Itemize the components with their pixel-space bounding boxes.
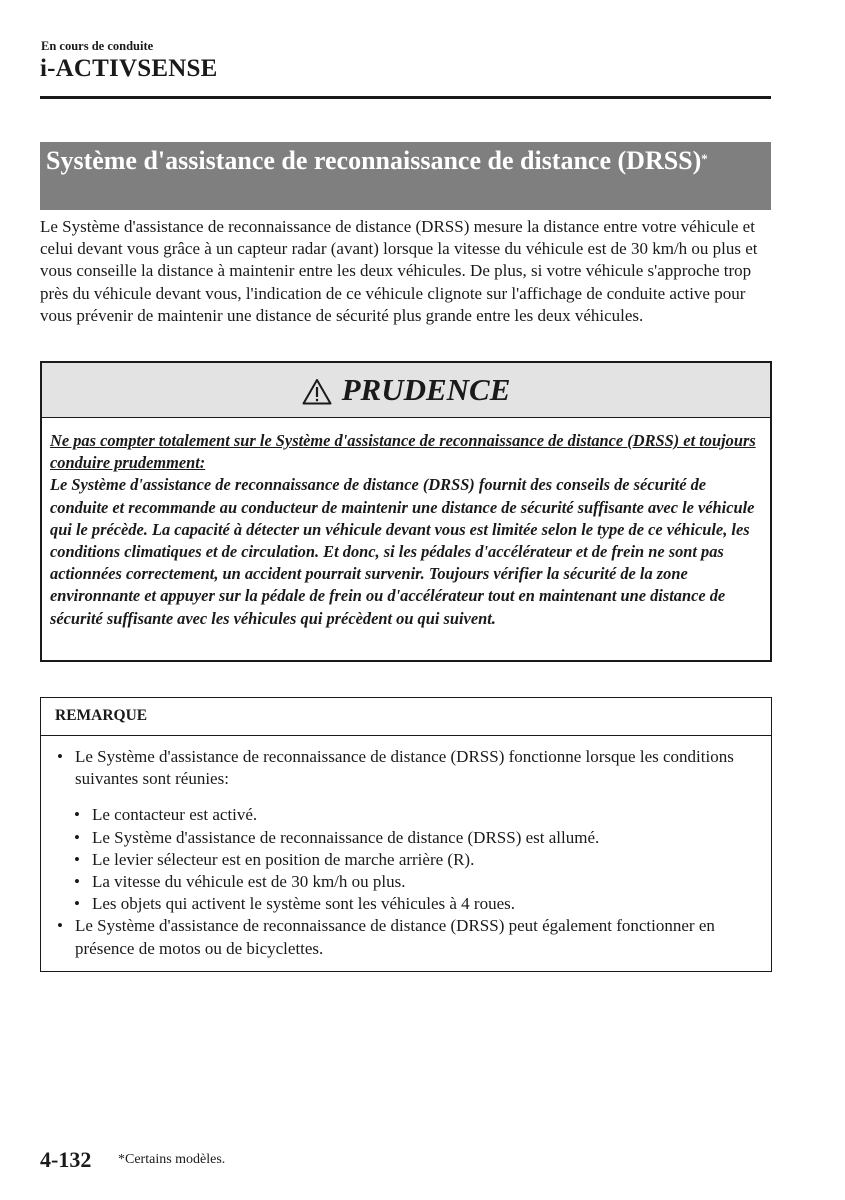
list-item-text: Le Système d'assistance de reconnaissance de distance (DRSS) fonctionne lorsque les conditions suivantes sont réunies: <box>75 747 734 789</box>
chapter-title: i-ACTIVSENSE <box>40 55 218 82</box>
list-item <box>57 915 771 959</box>
prudence-lead: Ne pas compter totalement sur le Système d'assistance de reconnaissance de distance (DRSS) et toujours conduire prudemment: <box>50 431 756 473</box>
warning-triangle-icon <box>302 378 332 405</box>
bullet: • <box>74 894 80 914</box>
prudence-text: Le Système d'assistance de reconnaissance de distance (DRSS) fournit des conseils de sécurité de conduite et recommande au conducteur de maintenir une distance de sécurité suffisante avec le véhicule qui le précède. La capacité à détecter un véhicule devant vous est limitée selon le type de ce véhicule, les conditions climatiques et de circulation. Et donc, si les pédales d'accélérateur et de frein ne sont pas actionnées correctement, un accident pourrait survenir. Toujours vérifier la sécurité de la zone environnante et appuyer sur la pédale de frein ou d'accélérateur tout en maintenant une distance de sécurité suffisante avec les véhicules qui précèdent ou qui suivent. <box>50 475 755 628</box>
remarque-box <box>40 697 772 972</box>
intro-paragraph: Le Système d'assistance de reconnaissance de distance (DRSS) mesure la distance entre votre véhicule et celui devant vous grâce à un capteur radar (avant) lorsque la vitesse du véhicule est de 30 km/h ou plus et vous conseille la distance à maintenir entre les deux véhicules. De plus, si votre véhicule s'approche trop près du véhicule devant vous, l'indication de ce véhicule clignote sur l'affichage de conduite active pour vous prévenir de maintenir une distance de sécurité plus grande entre les deux véhicules. <box>40 217 758 325</box>
prudence-body <box>42 418 770 630</box>
prudence-box <box>40 361 772 662</box>
bullet: • <box>74 872 80 892</box>
prudence-title: PRUDENCE <box>341 372 511 407</box>
list-item <box>74 893 771 915</box>
bullet: • <box>74 827 80 847</box>
page-number: 4-132 <box>40 1147 92 1172</box>
list-item-text: Le levier sélecteur est en position de marche arrière (R). <box>92 849 475 869</box>
list-item <box>74 849 771 871</box>
list-item-text: Le contacteur est activé. <box>92 805 258 825</box>
remarque-header: REMARQUE <box>41 698 771 736</box>
list-item <box>74 827 771 849</box>
bullet: • <box>74 849 80 869</box>
footnote: *Certains modèles. <box>118 1152 226 1167</box>
list-item-text: Le Système d'assistance de reconnaissance de distance (DRSS) peut également fonctionner en présence de motos ou de bicyclettes. <box>75 916 715 958</box>
list-item <box>57 746 771 790</box>
list-item <box>74 804 771 826</box>
remarque-body <box>41 736 771 960</box>
bullet: • <box>57 916 63 936</box>
section-title-banner <box>40 142 771 210</box>
condition-list <box>57 804 771 915</box>
section-label: En cours de conduite <box>41 39 154 53</box>
section-title: Système d'assistance de reconnaissance de distance (DRSS) <box>46 146 702 175</box>
list-item-text: Les objets qui activent le système sont les véhicules à 4 roues. <box>92 894 516 914</box>
header-rule <box>40 96 771 99</box>
prudence-header <box>42 363 770 418</box>
list-item-text: La vitesse du véhicule est de 30 km/h ou plus. <box>92 872 406 892</box>
bullet: • <box>74 805 80 825</box>
bullet: • <box>57 747 63 766</box>
footnote-marker: * <box>701 151 708 166</box>
list-item <box>74 871 771 893</box>
list-item-text: Le Système d'assistance de reconnaissance de distance (DRSS) est allumé. <box>92 827 600 847</box>
